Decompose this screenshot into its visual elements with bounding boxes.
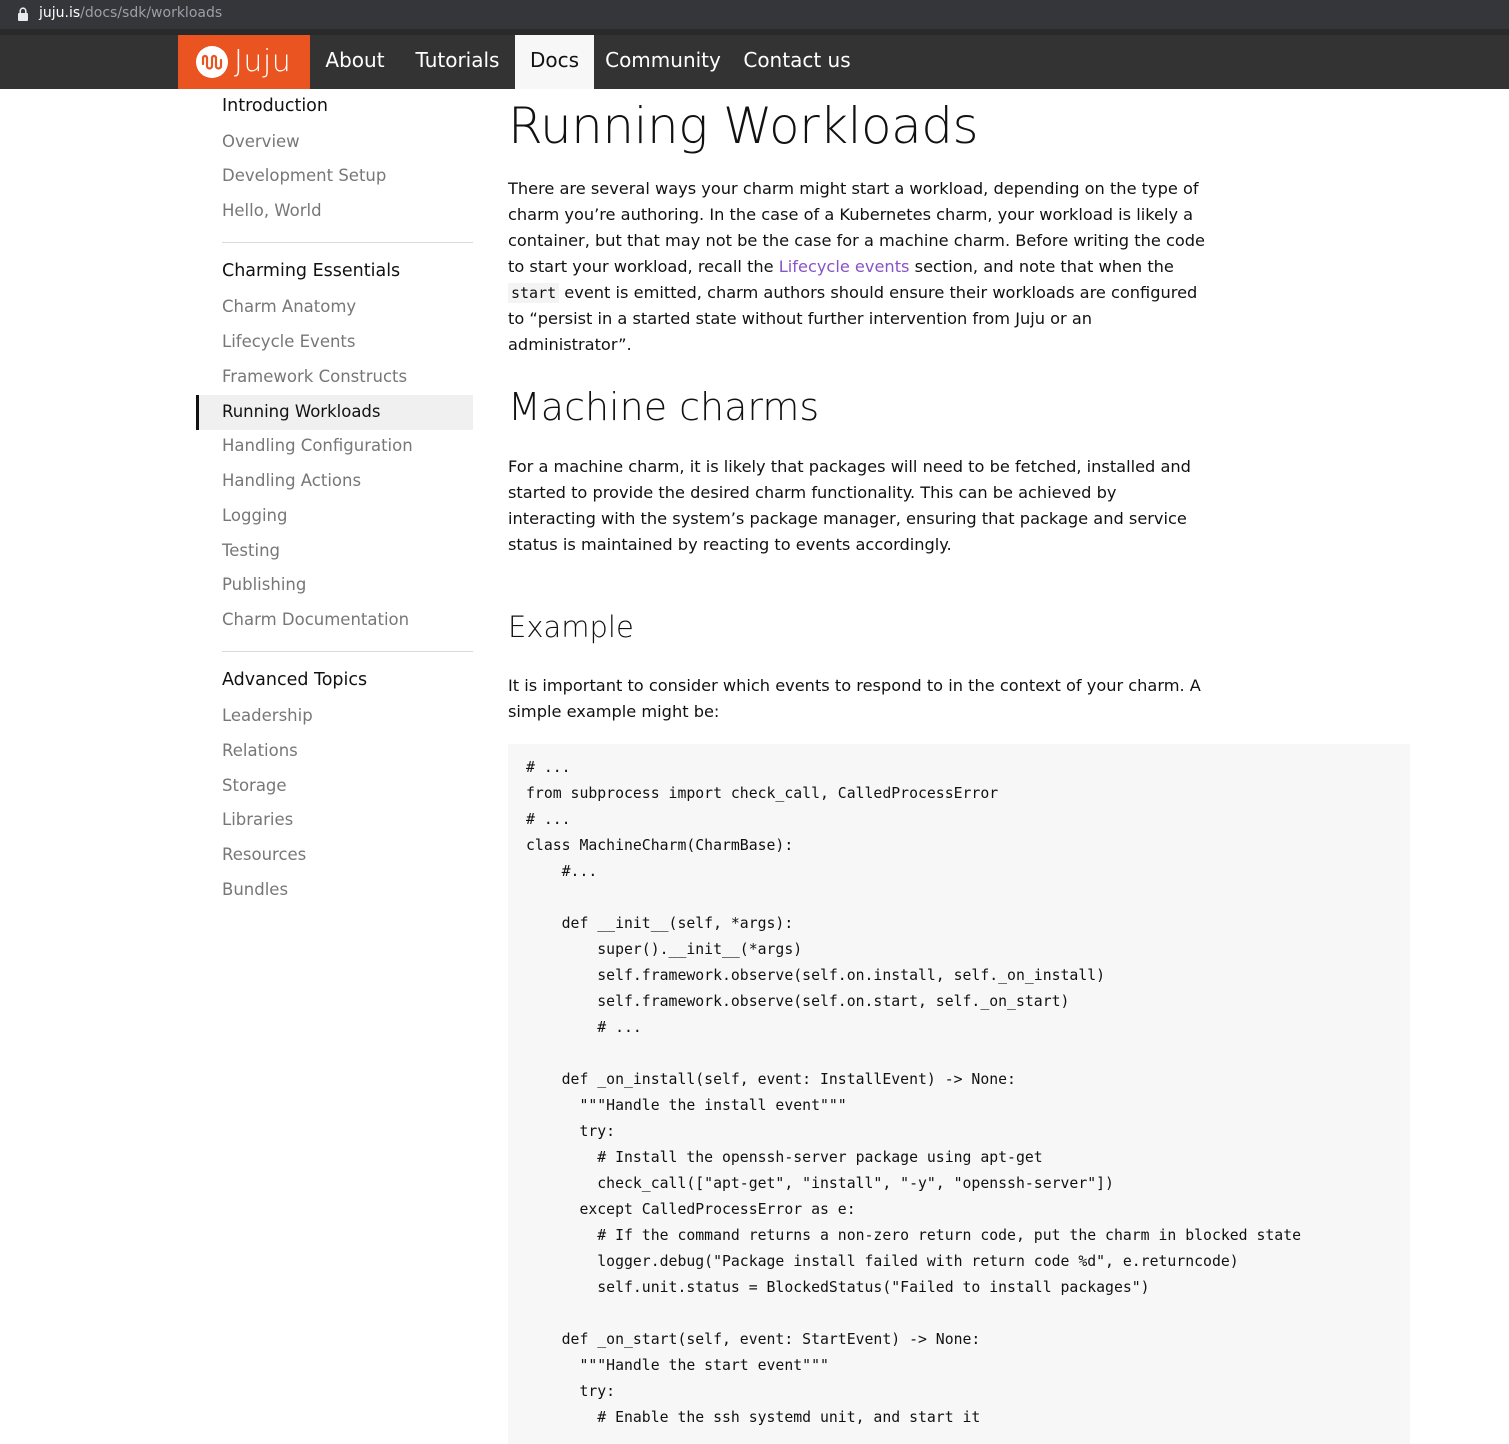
sidebar-item-label: Publishing <box>222 575 307 594</box>
sidebar-item-storage[interactable] <box>196 769 473 804</box>
sidebar-heading-charming-essentials: Charming Essentials <box>222 261 401 281</box>
nav-docs[interactable]: Docs <box>515 35 594 89</box>
sidebar-item-overview[interactable] <box>196 125 473 160</box>
sidebar-item-label: Leadership <box>222 706 313 725</box>
sidebar-divider <box>222 242 473 243</box>
sidebar-item-label: Bundles <box>222 880 289 899</box>
sidebar-item-label: Logging <box>222 506 288 525</box>
juju-logo-icon <box>195 45 229 79</box>
lock-icon <box>18 7 28 21</box>
sidebar-item-label: Testing <box>222 541 281 560</box>
url-text <box>39 5 222 21</box>
url-host: juju.is <box>39 5 81 21</box>
sidebar-heading-advanced-topics: Advanced Topics <box>222 670 368 690</box>
machine-charms-heading: Machine charms <box>508 385 820 429</box>
logo-text: Juju <box>234 44 292 79</box>
sidebar-item-logging[interactable] <box>196 499 473 534</box>
sidebar-item-label: Hello, World <box>222 201 322 220</box>
sidebar-item-development-setup[interactable] <box>196 159 473 194</box>
sidebar-item-relations[interactable] <box>196 734 473 769</box>
sidebar-item-label: Charm Anatomy <box>222 297 357 316</box>
intro-text-middle: section, and note that when the <box>909 257 1174 276</box>
machine-charms-paragraph: For a machine charm, it is likely that packages will need to be fetched, installed and started to provide the desired charm functionality. This can be achieved by interacting with the system’s package manager, ensuring that package and service status is maintained by reacting to events accordingly. <box>508 457 1191 554</box>
intro-paragraph <box>508 176 1208 358</box>
sidebar-item-label: Libraries <box>222 810 294 829</box>
nav-tutorials[interactable]: Tutorials <box>415 48 500 72</box>
nav-contact-us[interactable]: Contact us <box>743 48 851 72</box>
sidebar-heading-introduction: Introduction <box>222 96 328 116</box>
intro-text-end: event is emitted, charm authors should ensure their workloads are configured to “persist in a started state without further intervention from Juju or an administrator”. <box>508 283 1198 354</box>
sidebar-item-lifecycle-events[interactable] <box>196 325 473 360</box>
sidebar-item-label: Running Workloads <box>222 402 381 421</box>
juju-logo[interactable] <box>178 35 310 89</box>
sidebar-item-handling-configuration[interactable] <box>196 429 473 464</box>
sidebar-item-label: Development Setup <box>222 166 387 185</box>
lifecycle-events-link[interactable]: Lifecycle events <box>778 257 910 276</box>
sidebar-item-label: Handling Actions <box>222 471 362 490</box>
sidebar-item-label: Resources <box>222 845 307 864</box>
code-block[interactable] <box>508 744 1410 1444</box>
sidebar-item-label: Relations <box>222 741 298 760</box>
url-path: /docs/sdk/workloads <box>80 5 223 21</box>
sidebar-item-publishing[interactable] <box>196 568 473 603</box>
example-paragraph: It is important to consider which events to respond to in the context of your charm. A simple example might be: <box>508 676 1201 721</box>
example-heading: Example <box>508 610 634 644</box>
intro-text-start: There are several ways your charm might start a workload, depending on the type of charm you’re authoring. In the case of a Kubernetes charm, your workload is likely a container, but that may not be the case for a machine charm. Before writing the code to start your workload, recall the <box>508 179 1205 276</box>
sidebar-item-bundles[interactable] <box>196 873 473 908</box>
sidebar-item-charm-documentation[interactable] <box>196 603 473 638</box>
sidebar-item-charm-anatomy[interactable] <box>196 290 473 325</box>
sidebar-item-label: Handling Configuration <box>222 436 413 455</box>
sidebar-item-hello-world[interactable] <box>196 194 473 229</box>
browser-url-bar[interactable] <box>0 0 1509 29</box>
sidebar-item-resources[interactable] <box>196 838 473 873</box>
sidebar-item-label: Storage <box>222 776 287 795</box>
top-navigation <box>0 35 1509 89</box>
sidebar-item-framework-constructs[interactable] <box>196 360 473 395</box>
page-title: Running Workloads <box>508 97 979 155</box>
sidebar-item-libraries[interactable] <box>196 803 473 838</box>
code-content: # ... from subprocess import check_call, CalledProcessError # ... class MachineCharm(CharmBase): #... def __init__(self, *args): super().__init__(*args) self.framework.observe(self.on.install, self._on_install) self.framework.observe(self.on.start, self._on_start) # ... def _on_install(self, event: InstallEvent) -> None: """Handle the install event""" try: # Install the openssh-server package using apt-get check_call(["apt-get", "install", "-y", "openssh-server"]) except CalledProcessError as e: # If the command returns a non-zero return code, put the charm in blocked state logger.debug("Package install failed with return code %d", e.returncode) self.unit.status = BlockedStatus("Failed to install packages") def _on_start(self, event: StartEvent) -> None: """Handle the start event""" try: # Enable the ssh systemd unit, and start it <box>526 759 1302 1426</box>
sidebar-item-leadership[interactable] <box>196 699 473 734</box>
nav-about[interactable]: About <box>325 48 385 72</box>
sidebar-item-testing[interactable] <box>196 534 473 569</box>
sidebar-item-label: Framework Constructs <box>222 367 408 386</box>
sidebar-divider <box>222 651 473 652</box>
inline-code-start: start <box>508 283 559 303</box>
sidebar-item-running-workloads[interactable] <box>196 395 473 430</box>
nav-community[interactable]: Community <box>605 48 721 72</box>
sidebar-item-handling-actions[interactable] <box>196 464 473 499</box>
sidebar-item-label: Lifecycle Events <box>222 332 356 351</box>
sidebar-item-label: Charm Documentation <box>222 610 410 629</box>
sidebar-item-label: Overview <box>222 132 300 151</box>
